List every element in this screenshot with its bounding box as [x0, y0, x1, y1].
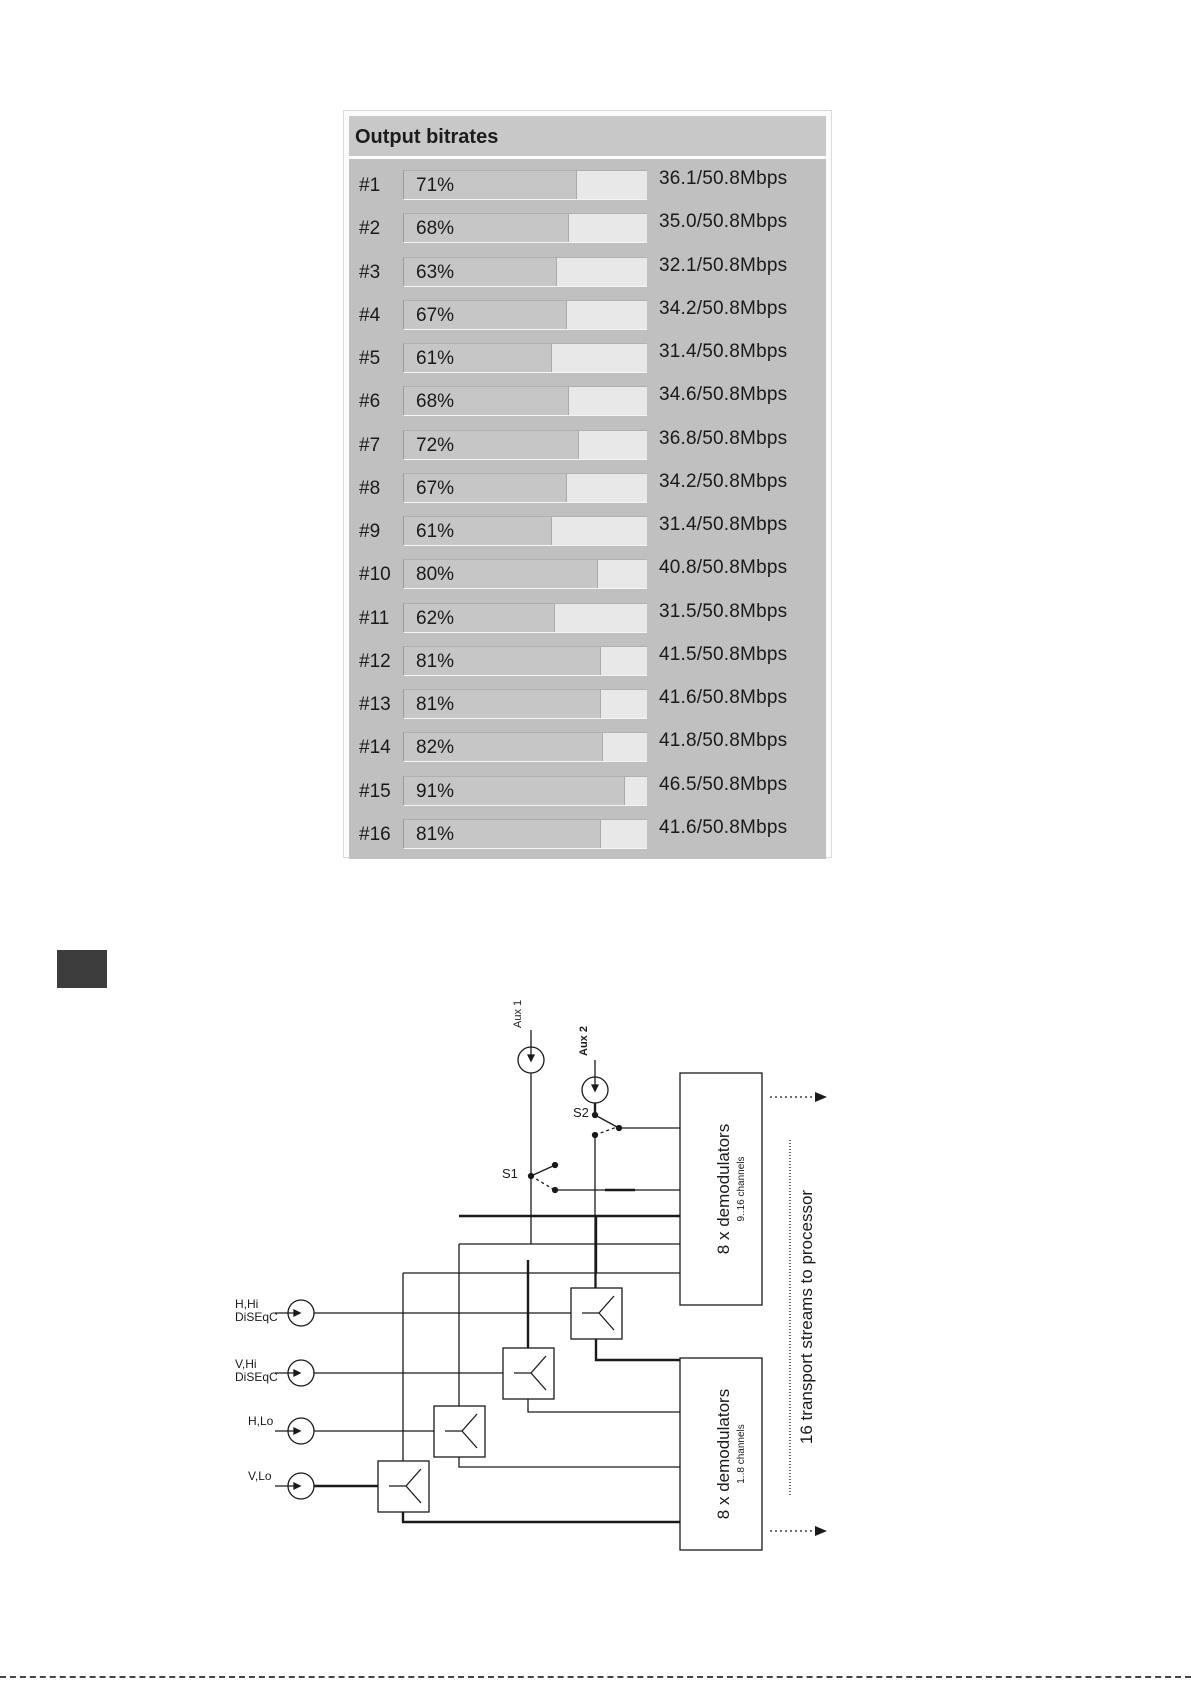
- bitrate-percent: 68%: [416, 218, 455, 240]
- bitrate-value: 41.8/50.8Mbps: [659, 730, 788, 752]
- panel-title: Output bitrates: [355, 126, 499, 148]
- output-number: #13: [359, 694, 391, 715]
- bitrate-list: [349, 159, 826, 859]
- bitrate-percent: 82%: [416, 737, 455, 759]
- demod-bottom-title: 8 x demodulators: [714, 1388, 733, 1520]
- streams-label: 16 transport streams to processor: [797, 1189, 816, 1445]
- demod-bottom-sub: 1..8 channels: [736, 1424, 747, 1484]
- bitrate-bar: [403, 516, 647, 546]
- bitrate-bar: [403, 819, 647, 849]
- bitrate-bar: [403, 776, 647, 806]
- panel-header: [349, 116, 826, 156]
- bitrate-row: [349, 505, 826, 548]
- bitrate-value: 46.5/50.8Mbps: [659, 773, 788, 795]
- bitrate-bar: [403, 257, 647, 287]
- input-label-hhi-1: H,Hi: [235, 1297, 259, 1311]
- bitrate-value: 35.0/50.8Mbps: [659, 211, 788, 233]
- input-label-vhi-2: DiSEqC: [235, 1370, 278, 1384]
- bitrate-percent: 72%: [416, 434, 455, 456]
- bitrate-value: 31.5/50.8Mbps: [659, 600, 788, 622]
- output-number: #7: [359, 434, 381, 456]
- input-label-hlo: H,Lo: [248, 1414, 274, 1428]
- bitrate-percent: 67%: [416, 304, 455, 326]
- bitrate-percent: 67%: [416, 477, 455, 499]
- output-number: #4: [359, 304, 381, 326]
- bitrate-bar: [403, 473, 647, 503]
- bitrate-value: 31.4/50.8Mbps: [659, 341, 788, 362]
- bitrate-value: 31.4/50.8Mbps: [659, 514, 788, 535]
- section-marker: [57, 950, 107, 988]
- bitrate-bar: [403, 732, 647, 762]
- bitrate-row: [349, 202, 826, 245]
- bitrate-value: 41.6/50.8Mbps: [659, 816, 788, 838]
- output-number: #12: [359, 650, 391, 672]
- bitrate-bar: [403, 559, 647, 589]
- bitrate-value: 34.2/50.8Mbps: [659, 470, 788, 492]
- bitrate-bar: [403, 300, 647, 330]
- page-footer-rule: [0, 1676, 1191, 1681]
- bitrate-percent: 63%: [416, 261, 455, 283]
- bitrate-bar: [403, 430, 647, 460]
- bitrate-value: 41.6/50.8Mbps: [659, 687, 788, 708]
- bitrate-bar: [403, 170, 647, 200]
- output-number: #9: [359, 521, 381, 542]
- bitrate-value: 40.8/50.8Mbps: [659, 557, 788, 579]
- bitrate-percent: 81%: [416, 823, 455, 845]
- bitrate-value: 41.5/50.8Mbps: [659, 643, 788, 665]
- bitrate-percent: 61%: [416, 348, 455, 369]
- output-number: #6: [359, 391, 381, 413]
- bitrate-row: [349, 419, 826, 462]
- bitrate-bar: [403, 213, 647, 243]
- bitrate-row: [349, 808, 826, 851]
- output-number: #14: [359, 737, 391, 759]
- output-number: #3: [359, 261, 381, 283]
- bitrate-bar: [403, 603, 647, 633]
- bitrate-bar: [403, 646, 647, 676]
- bitrate-value: 32.1/50.8Mbps: [659, 254, 788, 276]
- bitrate-percent: 68%: [416, 391, 455, 413]
- bitrate-percent: 91%: [416, 780, 455, 802]
- input-label-hhi-2: DiSEqC: [235, 1310, 278, 1324]
- bitrate-row: [349, 592, 826, 635]
- bitrate-row: [349, 721, 826, 764]
- bitrate-row: [349, 765, 826, 808]
- input-label-vhi-1: V,Hi: [235, 1357, 257, 1371]
- bitrate-row: [349, 289, 826, 332]
- bitrate-percent: 62%: [416, 607, 455, 629]
- bitrate-percent: 61%: [416, 521, 455, 542]
- bitrate-percent: 81%: [416, 650, 455, 672]
- output-number: #10: [359, 564, 391, 586]
- bitrate-value: 36.8/50.8Mbps: [659, 427, 788, 449]
- output-number: #16: [359, 823, 391, 845]
- s1-label: S1: [502, 1166, 518, 1181]
- bitrate-value: 34.2/50.8Mbps: [659, 297, 788, 319]
- bitrate-value: 36.1/50.8Mbps: [659, 168, 788, 189]
- aux2-label: Aux 2: [578, 1026, 590, 1056]
- bitrate-row: [349, 159, 826, 202]
- bitrate-row: [349, 462, 826, 505]
- output-bitrates-panel: [343, 110, 832, 858]
- output-number: #8: [359, 477, 381, 499]
- s1-contact-a: [553, 1163, 558, 1168]
- input-label-vlo: V,Lo: [248, 1469, 272, 1483]
- block-diagram: [205, 990, 845, 1570]
- bitrate-row: [349, 375, 826, 418]
- bitrate-percent: 80%: [416, 564, 455, 586]
- output-number: #15: [359, 780, 391, 802]
- s2-label: S2: [573, 1105, 589, 1120]
- bitrate-bar: [403, 689, 647, 719]
- bitrate-value: 34.6/50.8Mbps: [659, 384, 788, 406]
- output-number: #2: [359, 218, 381, 240]
- bitrate-bar: [403, 386, 647, 416]
- output-number: #1: [359, 175, 381, 196]
- output-number: #11: [359, 607, 390, 629]
- bitrate-row: [349, 332, 826, 375]
- demod-top-title: 8 x demodulators: [714, 1123, 733, 1255]
- bitrate-percent: 71%: [416, 175, 455, 196]
- bitrate-row: [349, 548, 826, 591]
- bitrate-percent: 81%: [416, 694, 455, 715]
- demod-top-sub: 9..16 channels: [736, 1156, 747, 1222]
- bitrate-row: [349, 635, 826, 678]
- bitrate-row: [349, 246, 826, 289]
- output-number: #5: [359, 348, 381, 369]
- bitrate-row: [349, 678, 826, 721]
- aux1-label: Aux 1: [512, 999, 524, 1028]
- bitrate-bar: [403, 343, 647, 373]
